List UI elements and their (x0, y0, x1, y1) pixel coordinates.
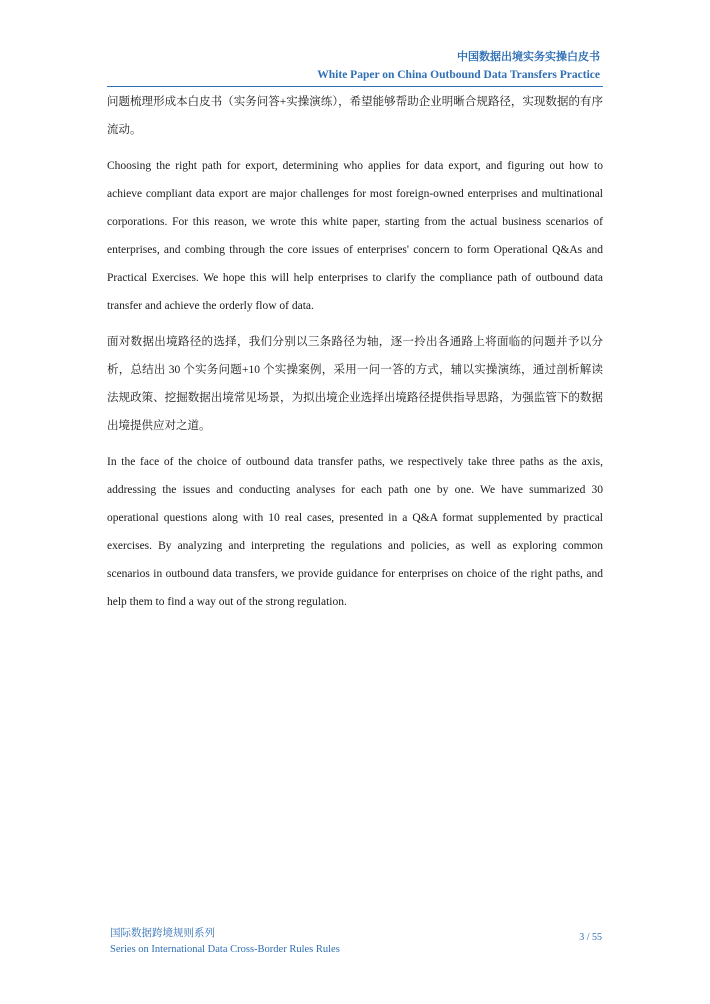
footer-series-en: Series on International Data Cross-Border Rules Rules (110, 944, 340, 955)
paragraph-cn-2: 面对数据出境路径的选择，我们分别以三条路径为轴，逐一拎出各通路上将面临的问题并予以分析，总结出 30 个实务问题+10 个实操案例，采用一问一答的方式，辅以实操演练，通过剖析解读法规政策、挖掘数据出境常见场景，为拟出境企业选择出境路径提供指导思路，为强监管下的数据出境提供应对之道。 (107, 336, 603, 432)
paragraph-en-1: Choosing the right path for export, determining who applies for data export, and figuring out how to achieve compliant data export are major challenges for most foreign-owned enterprises and multinational corporations. For this reason, we wrote this white paper, starting from the actual business scenarios of enterprises, and combing through the core issues of enterprises' concern to form Operational Q&As and Practical Exercises. We hope this will help enterprises to clarify the compliance path of outbound data transfer and achieve the orderly flow of data. (107, 160, 603, 312)
footer-series-cn: 国际数据跨境规则系列 (110, 928, 215, 939)
header-title-en: White Paper on China Outbound Data Transfers Practice (317, 69, 600, 81)
body-text (107, 88, 603, 624)
header-title-cn: 中国数据出境实务实操白皮书 (457, 51, 600, 63)
page-number: 3 / 55 (579, 932, 602, 943)
paragraph-en-2: In the face of the choice of outbound data transfer paths, we respectively take three paths as the axis, addressing the issues and conducting analyses for each path one by one. We have summarized 30 operational questions along with 10 real cases, presented in a Q&A format supplemented by practical exercises. By analyzing and interpreting the regulations and policies, as well as exploring common scenarios in outbound data transfers, we provide guidance for enterprises on choice of the right paths, and help them to find a way out of the strong regulation. (107, 456, 603, 608)
paragraph-cn-1: 问题梳理形成本白皮书（实务问答+实操演练），希望能够帮助企业明晰合规路径，实现数据的有序流动。 (107, 96, 603, 136)
running-header (317, 49, 600, 83)
footer-series (110, 927, 340, 957)
header-divider (107, 86, 603, 87)
